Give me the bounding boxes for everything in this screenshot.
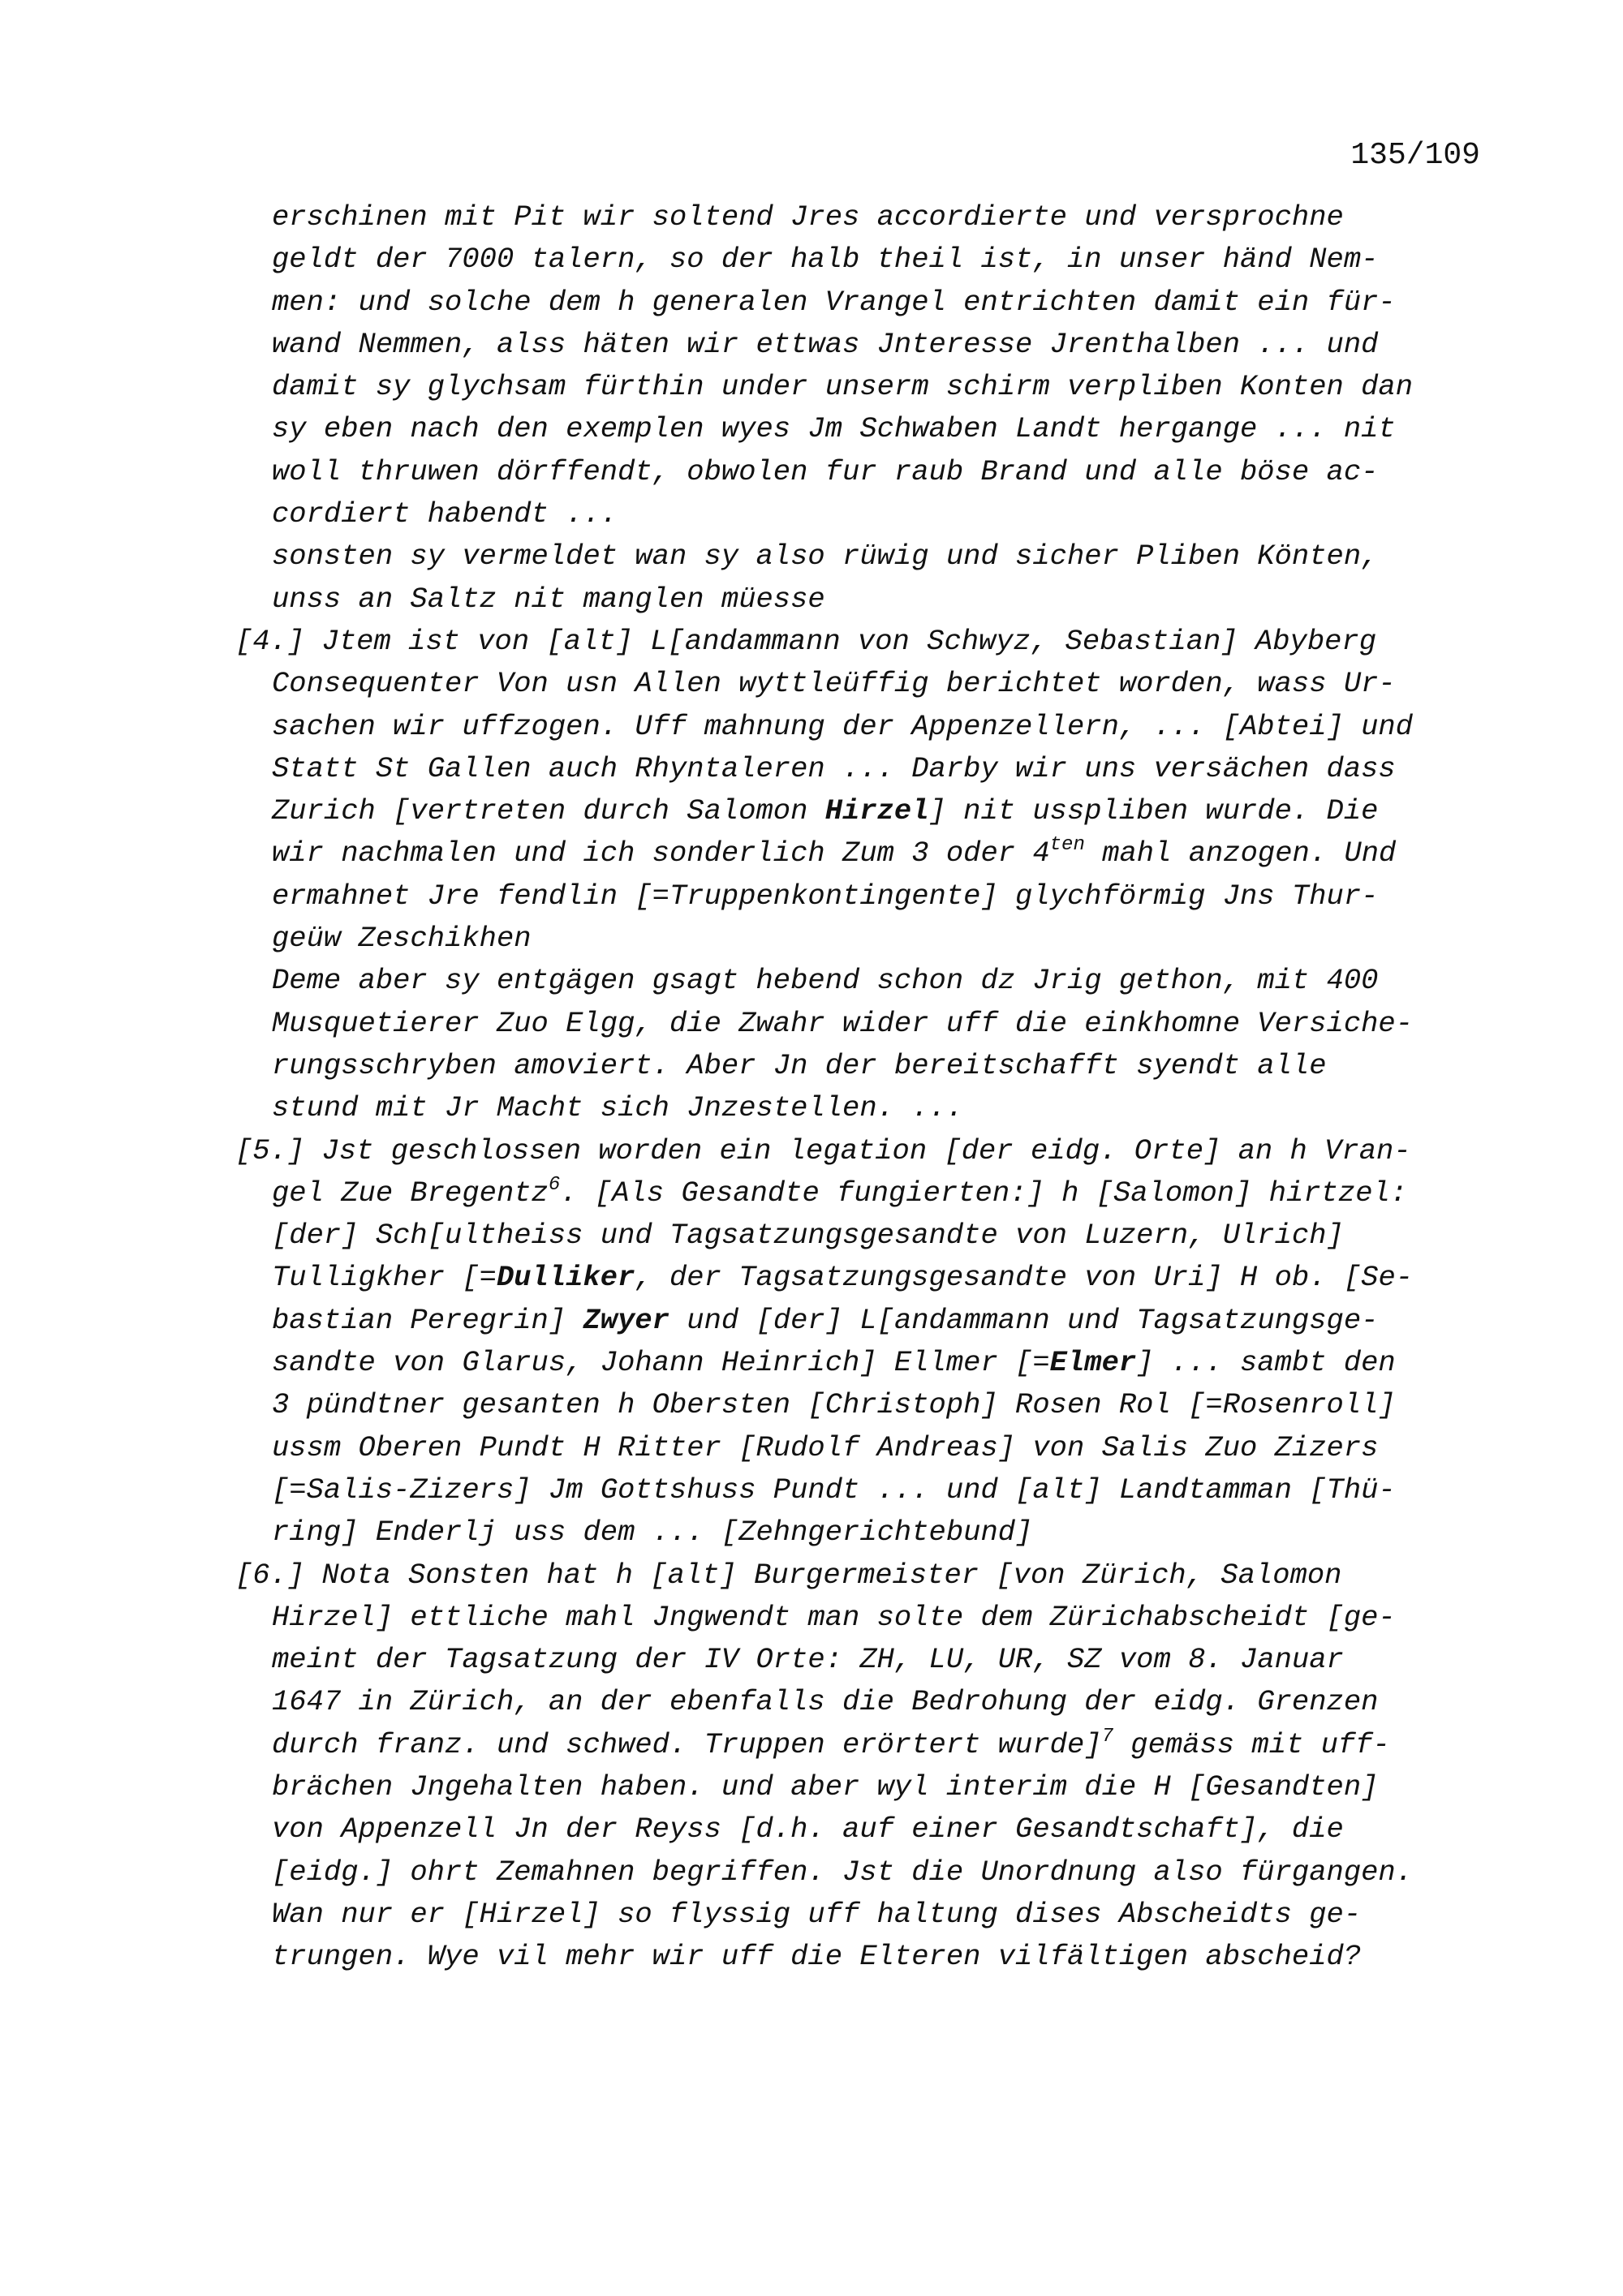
text-run: sachen wir uffzogen. Uff mahnung der Appenzellern, ... [Abtei] und <box>272 709 1414 743</box>
text-line <box>235 1511 1501 1554</box>
text-line <box>235 493 1501 535</box>
text-line <box>235 1724 1501 1766</box>
text-run: geldt der 7000 talern, so der halb theil ist, in unser händ Nem- <box>272 243 1379 277</box>
text-run: [der] Sch[ultheiss und Tagsatzungsgesandte von Luzern, Ulrich] <box>272 1219 1344 1253</box>
text-line <box>235 1215 1501 1257</box>
text-run: Hirzel] ettliche mahl Jngwendt man solte dem Zürichabscheidt [ge- <box>272 1600 1396 1634</box>
text-run: [6.] Nota Sonsten hat h [alt] Burgermeister [von Zürich, Salomon <box>235 1558 1342 1592</box>
text-run: sandte von Glarus, Johann Heinrich] Ellmer [= <box>272 1346 1050 1380</box>
text-run: unss an Saltz nit manglen müesse <box>272 582 825 616</box>
text-line <box>235 706 1501 748</box>
text-line <box>235 196 1501 239</box>
text-run: Zurich [vertreten durch Salomon <box>272 794 825 828</box>
text-run: gemäss mit uff- <box>1113 1727 1390 1761</box>
text-run: damit sy glychsam fürthin under unserm schirm verpliben Konten dan <box>272 370 1414 404</box>
bold-name: Dulliker <box>496 1261 635 1295</box>
text-line <box>235 832 1501 875</box>
text-run: erschinen mit Pit wir soltend Jres accordierte und versprochne <box>272 200 1344 234</box>
text-run: Tulligkher [= <box>272 1261 497 1295</box>
text-run: meint der Tagsatzung der IV Orte: ZH, LU, UR, SZ vom 8. Januar <box>272 1643 1344 1677</box>
text-run: 3 pündtner gesanten h Obersten [Christoph] Rosen Rol [=Rosenroll] <box>272 1388 1396 1422</box>
text-line <box>235 875 1501 918</box>
superscript: ten <box>1049 834 1085 857</box>
text-line <box>235 366 1501 408</box>
text-run: 1647 in Zürich, an der ebenfalls die Bedrohung der eidg. Grenzen <box>272 1685 1379 1719</box>
text-line <box>235 960 1501 1002</box>
text-run: Consequenter Von usn Allen wyttleüffig berichtet worden, wass Ur- <box>272 667 1396 701</box>
text-line <box>235 535 1501 578</box>
page-number: 135/109 <box>1350 138 1480 173</box>
text-run: [4.] Jtem ist von [alt] L[andammann von Schwyz, Sebastian] Abyberg <box>235 624 1377 658</box>
text-line <box>235 578 1501 621</box>
text-line <box>235 1766 1501 1808</box>
text-run: sy eben nach den exemplen wyes Jm Schwaben Landt hergange ... nit <box>272 412 1396 446</box>
text-run: durch franz. und schwed. Truppen erörtert wurde] <box>272 1727 1102 1761</box>
text-line <box>235 408 1501 450</box>
text-run: [5.] Jst geschlossen worden ein legation [der eidg. Orte] an h Vran- <box>235 1133 1411 1167</box>
body-text <box>235 196 1501 1978</box>
text-run: mahl anzogen. Und <box>1084 836 1397 871</box>
text-run: bastian Peregrin] <box>272 1303 583 1337</box>
text-run: men: und solche dem h generalen Vrangel entrichten damit ein für- <box>272 285 1396 319</box>
text-run: geüw Zeschikhen <box>272 922 532 956</box>
text-run: Musquetierer Zuo Elgg, die Zwahr wider uff die einkhomne Versiche- <box>272 1006 1414 1040</box>
text-run: . [Als Gesandte fungierten:] h [Salomon] hirtzel: <box>560 1176 1408 1210</box>
text-run: ermahnet Jre fendlin [=Truppenkontingente] glychförmig Jns Thur- <box>272 879 1379 913</box>
text-run: Deme aber sy entgägen gsagt hebend schon dz Jrig gethon, mit 400 <box>272 964 1379 998</box>
text-run: von Appenzell Jn der Reyss [d.h. auf einer Gesandtschaft], die <box>272 1812 1344 1847</box>
text-run: woll thruwen dörffendt, obwolen fur raub Brand und alle böse ac- <box>272 454 1379 488</box>
text-line <box>235 1342 1501 1384</box>
superscript: 6 <box>548 1173 561 1196</box>
text-line <box>235 621 1501 663</box>
text-run: ussm Oberen Pundt H Ritter [Rudolf Andreas] von Salis Zuo Zizers <box>272 1430 1379 1464</box>
text-line <box>235 1894 1501 1936</box>
text-line <box>235 1087 1501 1129</box>
text-run: wir nachmalen und ich sonderlich Zum 3 oder 4 <box>272 836 1050 871</box>
text-line <box>235 1597 1501 1639</box>
bold-name: Elmer <box>1049 1346 1137 1380</box>
text-line <box>235 1639 1501 1681</box>
text-run: sonsten sy vermeldet wan sy also rüwig und sicher Pliben Könten, <box>272 540 1379 574</box>
text-line <box>235 1257 1501 1299</box>
text-run: trungen. Wye vil mehr wir uff die Elteren vilfältigen abscheid? <box>272 1940 1362 1974</box>
text-line <box>235 451 1501 493</box>
text-run: und [der] L[andammann und Tagsatzungsge- <box>669 1303 1379 1337</box>
text-line <box>235 663 1501 705</box>
superscript: 7 <box>1101 1725 1113 1748</box>
text-run: wand Nemmen, alss häten wir ettwas Jnteresse Jrenthalben ... und <box>272 327 1379 361</box>
text-line <box>235 239 1501 281</box>
text-run: ] ... sambt den <box>1136 1346 1396 1380</box>
text-line <box>235 790 1501 832</box>
bold-name: Hirzel <box>824 794 929 828</box>
text-run: stund mit Jr Macht sich Jnzestellen. ... <box>272 1091 964 1125</box>
text-line <box>235 918 1501 960</box>
text-line <box>235 1300 1501 1342</box>
text-line <box>235 1469 1501 1511</box>
bold-name: Zwyer <box>583 1303 669 1337</box>
text-line <box>235 1003 1501 1045</box>
text-line <box>235 748 1501 790</box>
text-line <box>235 1851 1501 1894</box>
text-line <box>235 1936 1501 1978</box>
text-run: ] nit usspliben wurde. Die <box>928 794 1379 828</box>
text-run: ring] Enderlj uss dem ... [Zehngerichtebund] <box>272 1516 1033 1550</box>
text-run: , der Tagsatzungsgesandte von Uri] H ob. [Se- <box>635 1261 1414 1295</box>
text-line <box>235 1172 1501 1215</box>
text-line <box>235 1045 1501 1087</box>
text-line <box>235 324 1501 366</box>
text-line <box>235 282 1501 324</box>
text-run: [=Salis-Zizers] Jm Gottshuss Pundt ... und [alt] Landtamman [Thü- <box>272 1473 1396 1507</box>
text-run: rungsschryben amoviert. Aber Jn der bereitschafft syendt alle <box>272 1048 1327 1082</box>
text-run: cordiert habendt ... <box>272 497 618 531</box>
text-run: Statt St Gallen auch Rhyntaleren ... Darby wir uns versächen dass <box>272 751 1396 785</box>
text-line <box>235 1554 1501 1597</box>
text-run: brächen Jngehalten haben. und aber wyl interim die H [Gesandten] <box>272 1769 1379 1804</box>
text-line <box>235 1808 1501 1851</box>
text-run: gel Zue Bregentz <box>272 1176 549 1210</box>
text-line <box>235 1130 1501 1172</box>
text-line <box>235 1427 1501 1469</box>
text-run: Wan nur er [Hirzel] so flyssig uff haltung dises Abscheidts ge- <box>272 1897 1362 1931</box>
text-line <box>235 1384 1501 1426</box>
text-run: [eidg.] ohrt Zemahnen begriffen. Jst die Unordnung also fürgangen. <box>272 1855 1414 1889</box>
text-line <box>235 1681 1501 1723</box>
